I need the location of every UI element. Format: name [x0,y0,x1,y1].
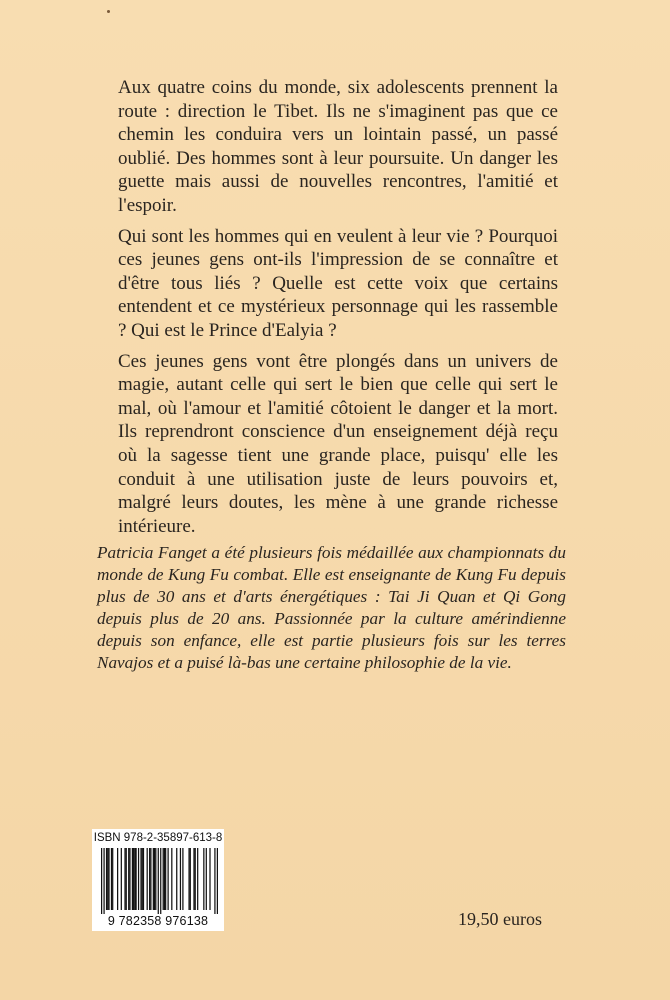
synopsis-paragraph-2: Qui sont les hommes qui en veulent à leur vie ? Pourquoi ces jeunes gens ont-ils l'impression de se connaître et d'être tous liés ? Quelle est cette voix que certains entendent et ce mystérieux personnage qui les rassemble ? Qui est le Prince d'Ealyia ? [118,225,558,341]
barcode-bar [206,848,207,910]
barcode-bar [214,848,215,914]
barcode-bar [163,848,164,910]
speck [107,10,110,13]
barcode-bar [112,848,113,910]
barcode-bar [103,848,104,914]
barcode-bar [106,848,107,910]
barcode-bar [168,848,169,910]
barcode-bar [135,848,136,910]
barcode-bar [197,848,198,910]
barcode-bar [182,848,183,910]
barcode-bar [188,848,189,910]
barcode-bar [176,848,177,910]
barcode-bar [160,848,161,914]
barcode-bar [121,848,122,910]
barcode-bar [107,848,108,910]
barcode-bar [140,848,141,910]
barcode-bar [128,848,129,910]
author-bio [97,542,566,673]
barcode-bar [153,848,154,910]
barcode-bar [203,848,204,910]
barcode-bar [155,848,156,910]
barcode-bar [165,848,166,910]
author-bio-text: Patricia Fanget a été plusieurs fois médaillée aux championnats du monde de Kung Fu combat. Elle est enseignante de Kung Fu depuis plus de 30 ans et d'arts énergétiques : Tai Ji Quan et Qi Gong depuis plus de 20 ans. Passionnée par la culture amérindienne depuis son enfance, elle est partie plusieurs fois sur les terres Navajos et a puisé là-bas une certaine philosophie de la vie. [97,543,566,672]
synopsis-paragraph-3: Ces jeunes gens vont être plongés dans un univers de magie, autant celle qui sert le bien que celle qui sert le mal, où l'amour et l'amitié côtoient le danger et la mort. Ils reprendront conscience d'un enseignement déjà reçu où la sagesse tient une grande place, puisqu' elle les conduit à une utilisation juste de leurs pouvoirs et, malgré leurs doutes, les mène à une grande richesse intérieure. [118,350,558,537]
barcode-bar [171,848,172,910]
barcode-bar [150,848,151,910]
barcode-bar [134,848,135,910]
barcode-bar [209,848,210,910]
barcode-bar [117,848,118,910]
barcode-bar [195,848,196,910]
barcode-bars [101,848,218,914]
barcode-bar [101,848,102,914]
barcode-bar [164,848,165,910]
barcode-bar [111,848,112,910]
synopsis-paragraph-1: Aux quatre coins du monde, six adolescents prennent la route : direction le Tibet. Ils ne s'imaginent pas que ce chemin les conduira vers un lointain passé, un passé oublié. Des hommes sont à leur poursuite. Un danger les guette mais aussi de nouvelles rencontres, l'amitié et l'espoir. [118,77,558,216]
barcode-digits: 9 782358 976138 [107,914,209,928]
barcode-bar [132,848,133,910]
barcode-bar [143,848,144,910]
barcode-bar [126,848,127,910]
barcode-bar [154,848,155,910]
barcode-bar [108,848,109,910]
barcode-bar [147,848,148,910]
isbn-label: ISBN 978-2-35897-613-8 [93,832,223,844]
barcode-bar [124,848,125,910]
barcode-bar [193,848,194,910]
barcode-bar [180,848,181,910]
barcode-bar [149,848,150,910]
barcode-bar [129,848,130,910]
barcode-bar [217,848,218,914]
barcode-bar [190,848,191,910]
barcode-bar [142,848,143,910]
synopsis-text [118,76,558,545]
barcode-bar [138,848,139,910]
barcode-bar [133,848,134,910]
price: 19,50 euros [458,909,542,929]
isbn-barcode [92,829,224,931]
barcode-bar [158,848,159,914]
